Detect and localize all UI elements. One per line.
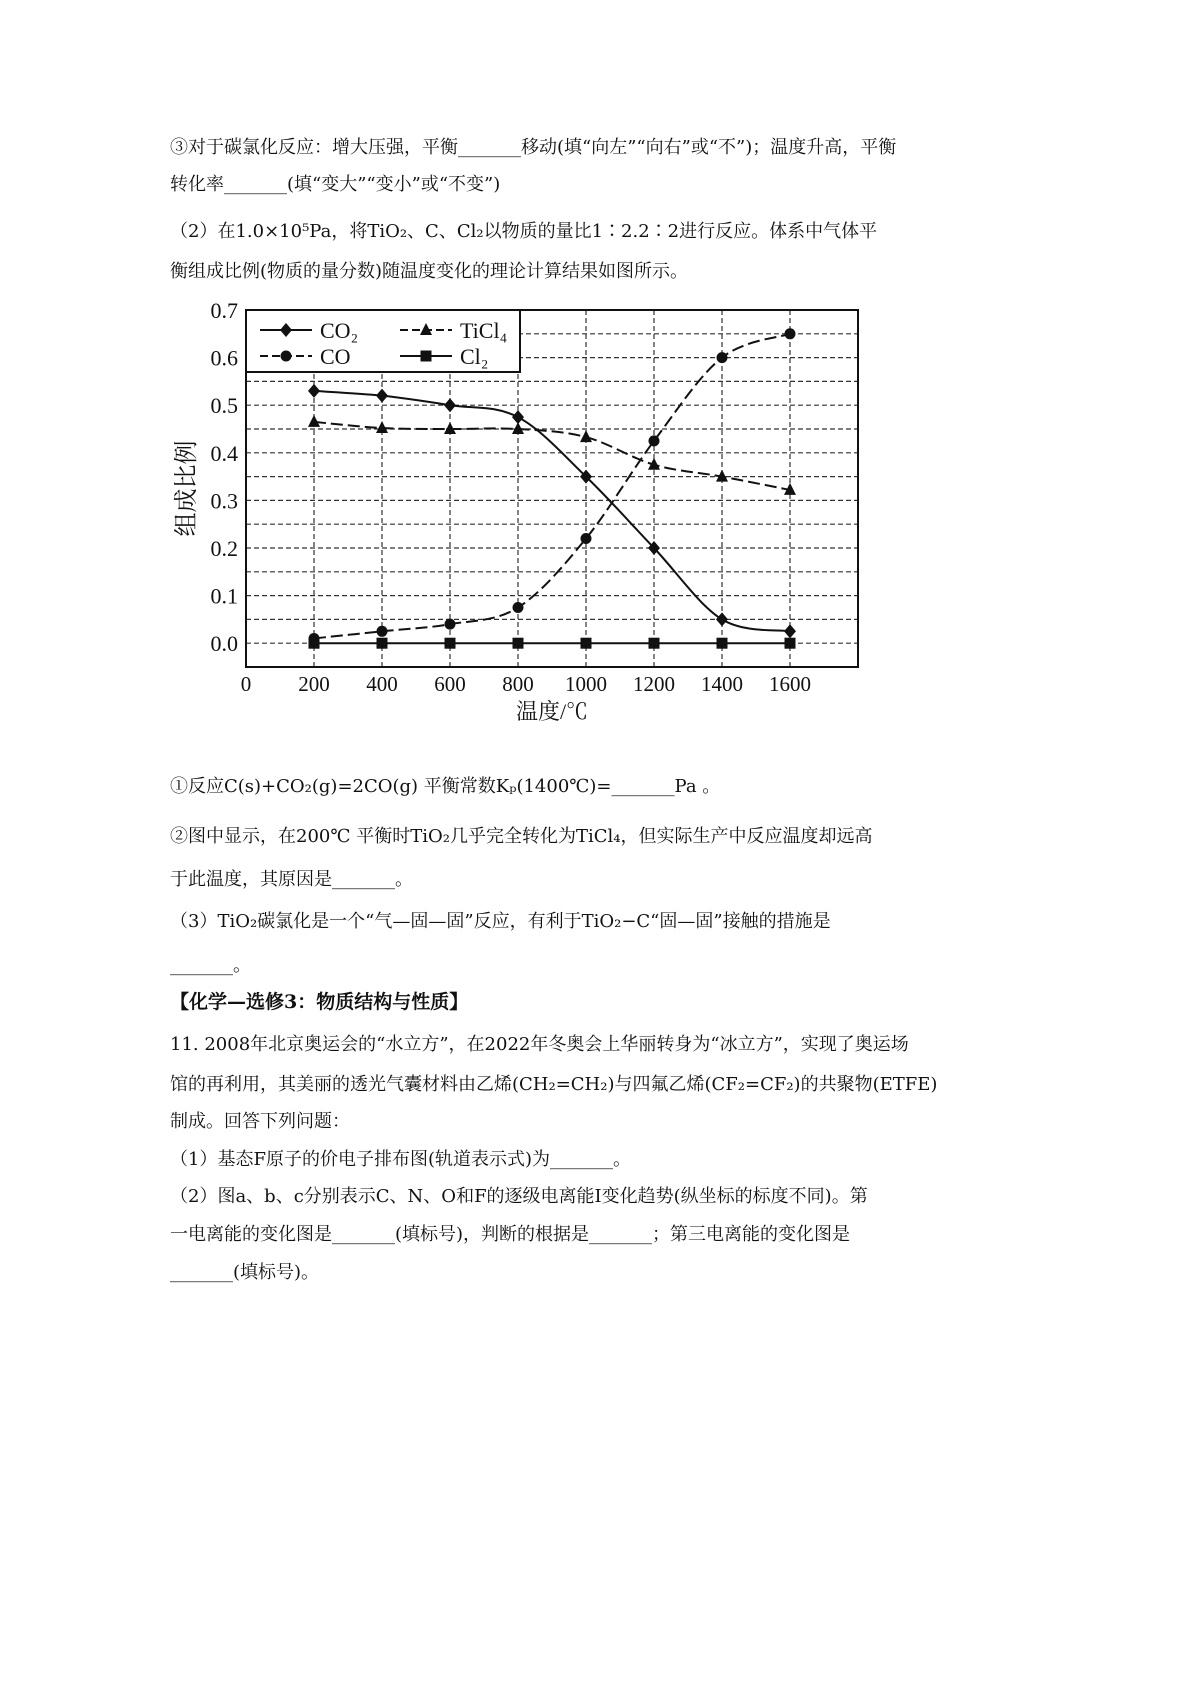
x-tick-label: 0 <box>240 672 252 696</box>
data-point-diamond <box>308 384 320 398</box>
x-tick-label: 600 <box>434 672 466 696</box>
composition-chart <box>0 0 1200 740</box>
data-point-circle <box>445 619 456 630</box>
data-point-diamond <box>784 624 796 638</box>
legend-label: CO <box>320 344 351 369</box>
y-tick-label: 0.4 <box>210 440 238 466</box>
text-line: （3）TiO₂碳氯化是一个“气—固—固”反应，有利于TiO₂−C“固—固”接触的措施是 <box>170 911 831 932</box>
data-point-diamond <box>376 389 388 403</box>
legend-marker-square <box>421 351 432 362</box>
x-tick-label: 200 <box>298 672 330 696</box>
legend-label: Cl₂ <box>460 344 489 369</box>
section-heading: 【化学—选修3：物质结构与性质】 <box>170 991 469 1013</box>
data-point-triangle <box>376 421 388 433</box>
data-point-square <box>513 638 524 649</box>
text-line: （2）图a、b、c分别表示C、N、O和F的逐级电离能Ⅰ变化趋势(纵坐标的标度不同)。第 <box>170 1186 868 1207</box>
text-line: 衡组成比例(物质的量分数)随温度变化的理论计算结果如图所示。 <box>170 261 689 282</box>
x-axis-label: 温度/℃ <box>515 699 589 724</box>
text-line: （1）基态F原子的价电子排布图(轨道表示式)为_______。 <box>170 1149 631 1170</box>
data-point-circle <box>513 602 524 613</box>
data-point-diamond <box>716 612 728 626</box>
data-point-circle <box>649 435 660 446</box>
data-point-triangle <box>580 430 592 442</box>
x-tick-label: 800 <box>502 672 534 696</box>
x-tick-label: 1200 <box>633 672 675 696</box>
x-tick-label: 1000 <box>565 672 607 696</box>
y-tick-label: 0.1 <box>210 583 238 609</box>
data-point-diamond <box>444 398 456 412</box>
legend-marker-circle <box>281 351 292 362</box>
text-line: 制成。回答下列问题： <box>170 1111 350 1132</box>
data-point-square <box>785 638 796 649</box>
data-point-circle <box>785 328 796 339</box>
text-line: 于此温度，其原因是_______。 <box>170 869 413 890</box>
data-point-circle <box>377 626 388 637</box>
y-tick-label: 0.0 <box>210 631 238 657</box>
data-point-square <box>581 638 592 649</box>
legend-label: CO₂ <box>320 318 359 343</box>
data-point-circle <box>717 352 728 363</box>
y-axis-label: 组成比例 <box>174 440 200 537</box>
text-line: _______。 <box>170 955 251 976</box>
x-tick-label: 1600 <box>769 672 811 696</box>
text-line: 一电离能的变化图是_______(填标号)，判断的根据是_______；第三电离能的变化图是 <box>170 1224 851 1245</box>
data-point-triangle <box>308 415 320 427</box>
data-point-square <box>445 638 456 649</box>
series-line-circle <box>314 334 790 639</box>
y-tick-label: 0.7 <box>210 298 238 323</box>
data-point-square <box>377 638 388 649</box>
data-point-square <box>309 638 320 649</box>
data-point-square <box>649 638 660 649</box>
y-tick-label: 0.3 <box>210 488 238 514</box>
text-line: 11. 2008年北京奥运会的“水立方”，在2022年冬奥会上华丽转身为“冰立方”，实现了奥运场 <box>170 1034 909 1055</box>
data-point-triangle <box>444 422 456 434</box>
text-line: ②图中显示，在200℃ 平衡时TiO₂几乎完全转化为TiCl₄，但实际生产中反应温度却远高 <box>170 826 873 847</box>
text-line: （2）在1.0×10⁵Pa，将TiO₂、C、Cl₂以物质的量比1∶2.2∶2进行反应。体系中气体平 <box>170 221 878 242</box>
text-line: 转化率_______(填“变大”“变小”或“不变”) <box>170 174 501 195</box>
text-line: ①反应C(s)+CO₂(g)=2CO(g) 平衡常数Kₚ(1400℃)=_______Pa 。 <box>170 776 721 797</box>
y-tick-label: 0.5 <box>210 393 238 419</box>
y-tick-label: 0.2 <box>210 536 238 561</box>
data-point-circle <box>581 533 592 544</box>
data-point-square <box>717 638 728 649</box>
data-point-triangle <box>512 422 524 434</box>
y-tick-label: 0.6 <box>210 345 238 371</box>
text-line: ③对于碳氯化反应：增大压强，平衡_______移动(填“向左”“向右”或“不”)；温度升高，平衡 <box>170 137 897 158</box>
x-tick-label: 400 <box>366 672 398 696</box>
legend-label: TiCl₄ <box>460 318 508 343</box>
x-tick-label: 1400 <box>701 672 743 696</box>
text-line: _______(填标号)。 <box>170 1262 320 1283</box>
text-line: 馆的再利用，其美丽的透光气囊材料由乙烯(CH₂=CH₂)与四氟乙烯(CF₂=CF₂)的共聚物(ETFE) <box>170 1074 938 1095</box>
